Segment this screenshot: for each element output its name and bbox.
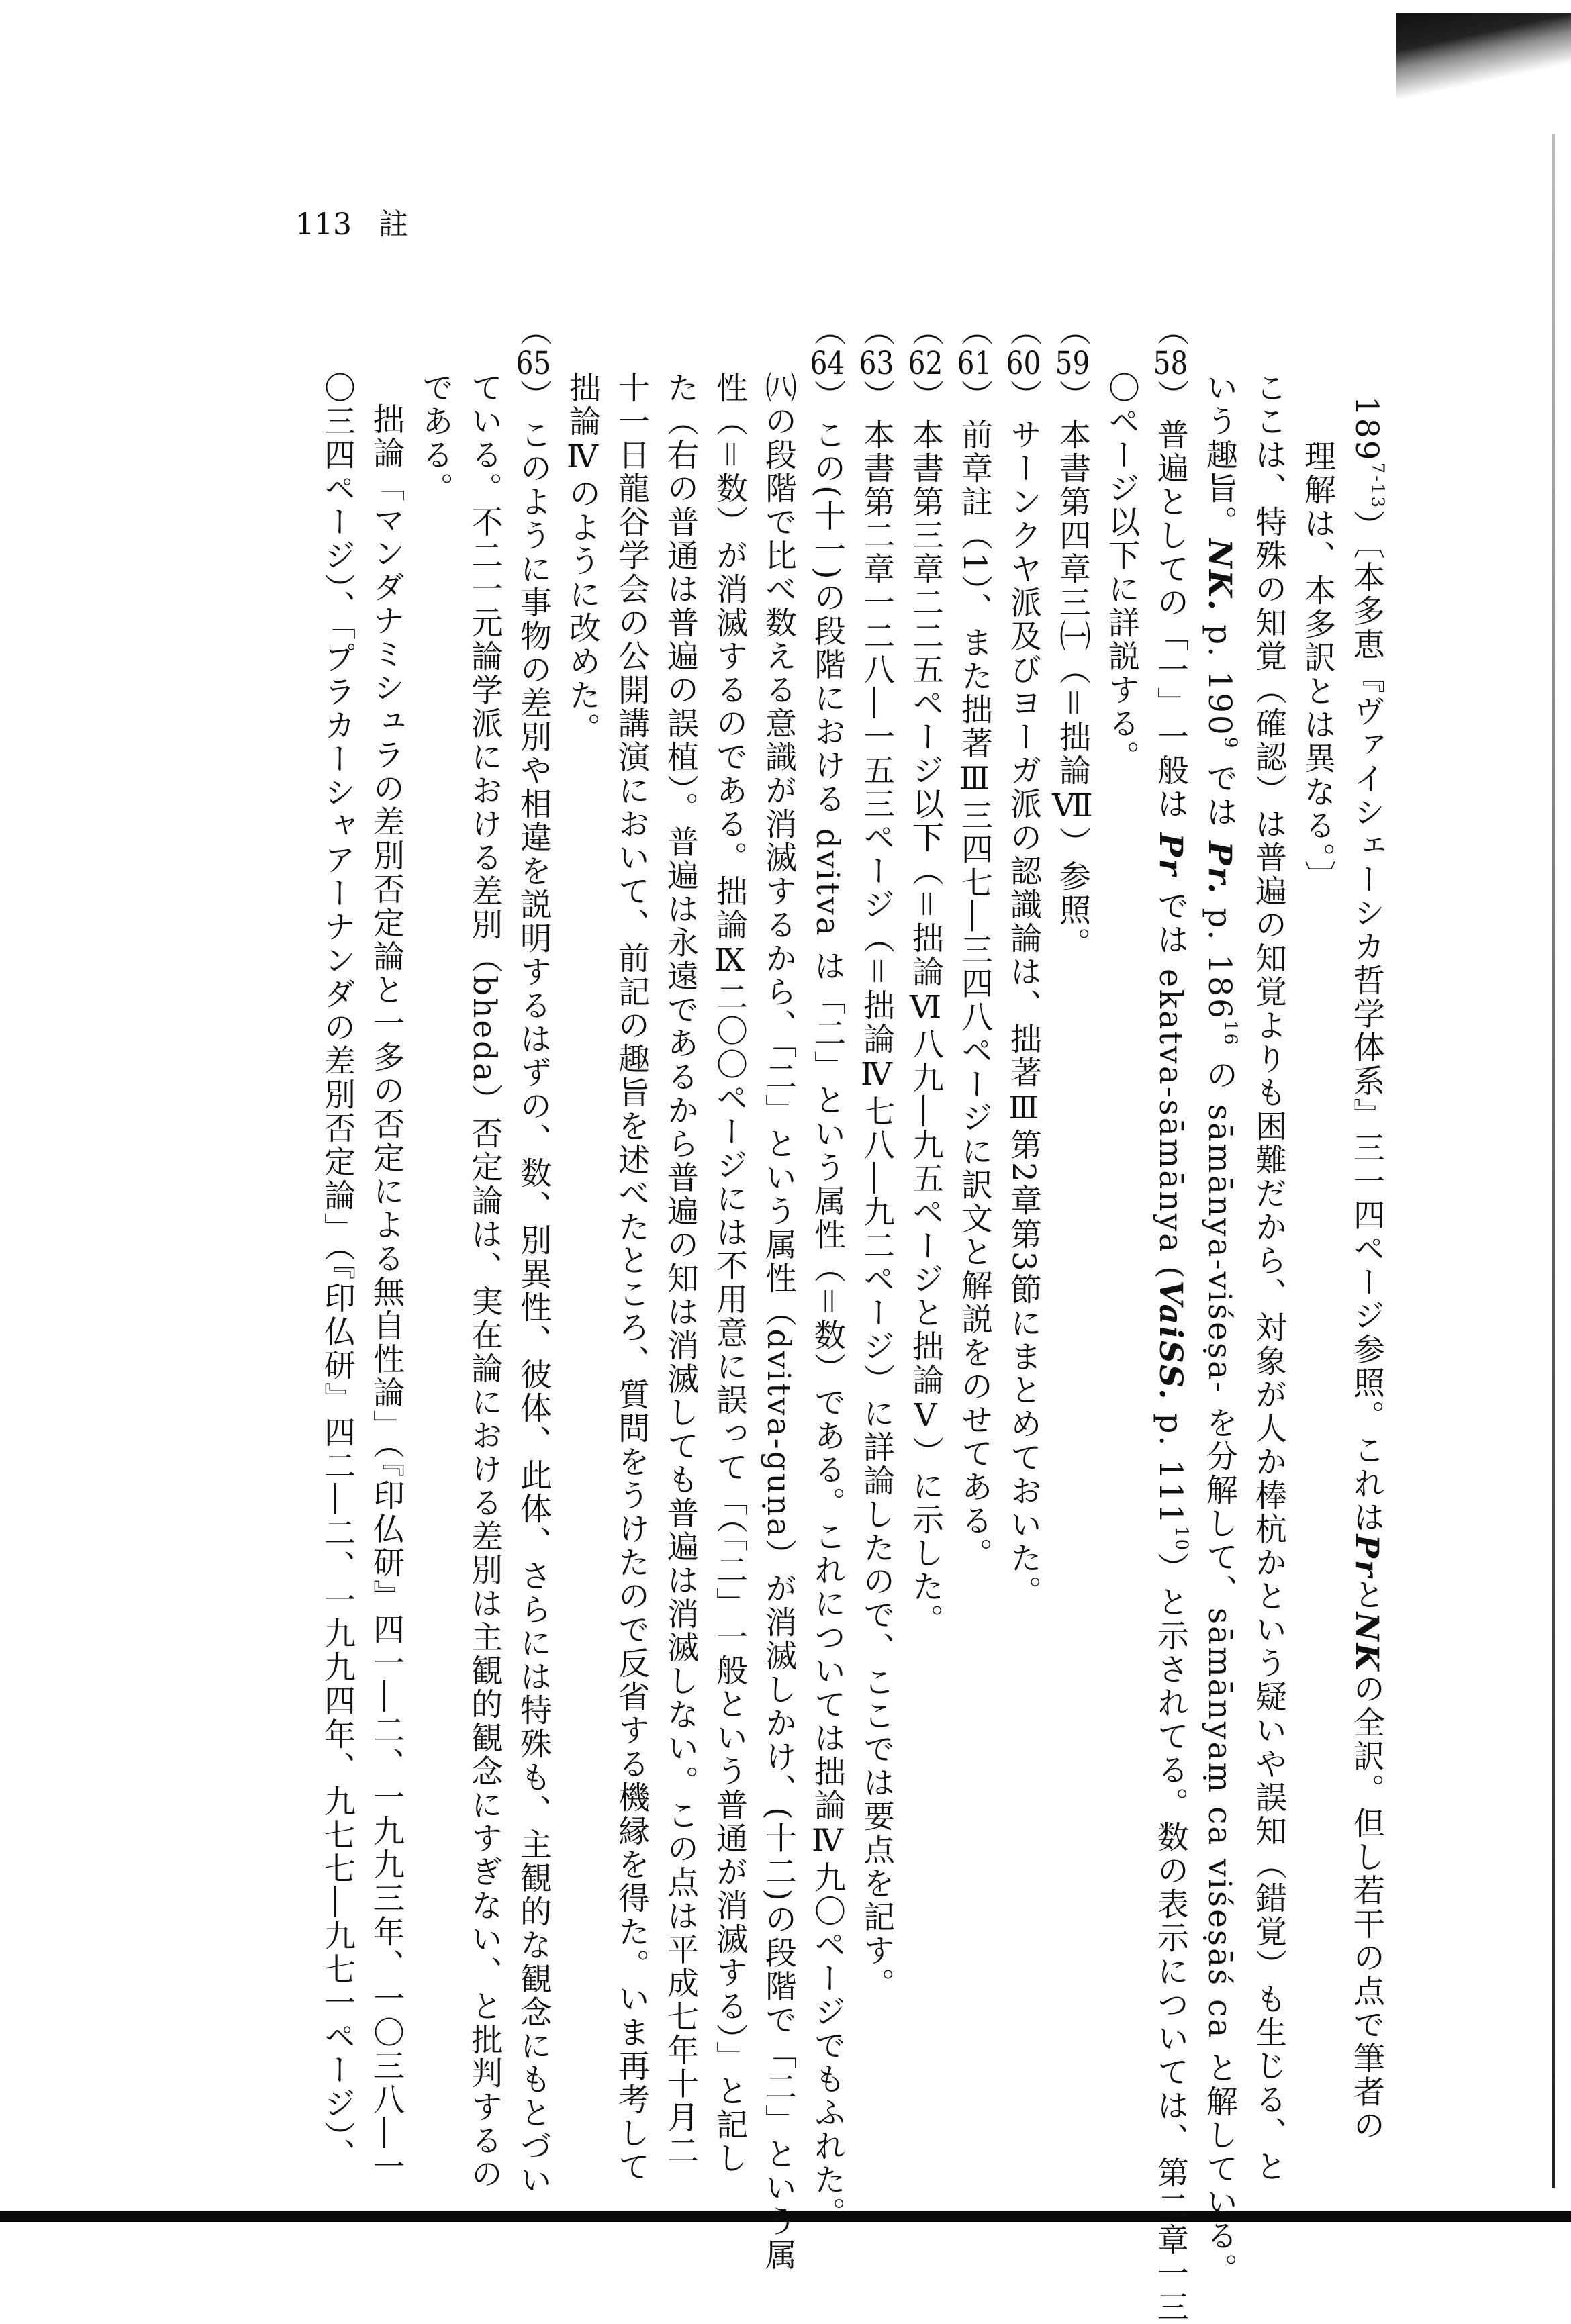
note-number: （58） [1152, 314, 1189, 413]
text-column [1097, 0, 1146, 2014]
text-run: ㈧の段階で比べ数える意識が消滅するから、「二」という属性（dvitva-guṇa）が消滅しかけ、(十二)の段階で「二」という属 [760, 371, 797, 2272]
text-run: p. 111 [1152, 1401, 1189, 1527]
text-column [411, 0, 460, 2014]
italic-abbreviation: Pr. [1201, 841, 1238, 896]
scan-shadow-corner [1396, 13, 1571, 101]
text-run: では [1201, 750, 1238, 842]
note-number: （63） [858, 314, 895, 413]
note-number-digits: 60 [1006, 348, 1041, 379]
text-run: では ekatva-sāmānya ( [1152, 877, 1189, 1281]
note-number: （62） [907, 314, 944, 413]
text-column [1195, 0, 1244, 2287]
note-column [999, 0, 1048, 2014]
text-column [607, 0, 656, 2184]
text-column [1342, 0, 1391, 2143]
note-number-digits: 64 [810, 348, 845, 379]
section-title: 註 [378, 207, 408, 242]
italic-abbreviation: NK. [1201, 539, 1238, 613]
note-number: （64） [809, 314, 846, 413]
text-run: と [1348, 1578, 1385, 1612]
note-number-digits: 59 [1055, 348, 1090, 379]
superscript: 9 [1220, 736, 1241, 751]
note-number: （61） [956, 314, 993, 413]
scan-page-edge [1552, 134, 1555, 2188]
text-run: 〇三四ページ）、「プラカーシャアーナンダの差別否定論」（『印仏研』四二―二、一九九四年、九七七―九七一ページ）、 [319, 371, 356, 2172]
text-run: 拙論「マンダナミシュラの差別否定論と一多の否定による無自性論」（『印仏研』四一―二、一九九三年、一〇三八―一 [368, 403, 405, 2184]
text-column [656, 0, 705, 2168]
text-run: 十一日龍谷学会の公開講演において、前記の趣旨を述べたところ、質問をうけたので反省する機縁を得た。いま再考して [613, 371, 650, 2184]
text-column [1244, 0, 1293, 2184]
text-run: ここは、特殊の知覚（確認）は普遍の知覚よりも困難だから、対象が人か棒杭かという疑いや誤知（錯覚）も生じる、と [1250, 371, 1287, 2184]
note-number-digits: 65 [516, 348, 551, 379]
text-column [313, 0, 362, 2172]
text-column [558, 0, 607, 2014]
italic-abbreviation: VaiSS. [1152, 1280, 1189, 1402]
superscript: 10 [1171, 1526, 1192, 1553]
note-column [901, 0, 950, 2014]
text-run: この(十一)の段階における dvitva は「二」という属性（＝数）である。これについては拙論Ⅳ九〇ページでもふれた。 [809, 418, 846, 2231]
text-run: サーンクヤ派及びヨーガ派の認識論は、拙著Ⅲ第2章第3節にまとめておいた。 [1005, 418, 1042, 1609]
note-column [509, 0, 558, 2197]
text-run: 本書第四章三㈠（＝拙論Ⅶ）参照。 [1054, 418, 1091, 961]
italic-abbreviation: NK [1348, 1612, 1385, 1673]
note-number: （65） [515, 314, 552, 413]
text-run: 普遍としての「一」一般は [1152, 418, 1189, 833]
text-run: 本書第二章一二八―一五三ページ（＝拙論Ⅳ七八―九二ページ）に詳論したので、ここでは要点を記す。 [858, 418, 895, 2001]
note-number: （60） [1005, 314, 1042, 413]
italic-abbreviation: Pr [1152, 832, 1189, 878]
note-number: （59） [1054, 314, 1091, 413]
text-run: p. 186 [1201, 895, 1238, 1021]
text-run: ）と示されてる。数の表示については、第二章一三 [1152, 1552, 1189, 2324]
text-run: 前章註（1）、また拙著Ⅲ三四七―三四八ページに訳文と解説をのせてある。 [956, 418, 993, 1571]
superscript: 16 [1220, 1020, 1241, 1047]
note-column [950, 0, 999, 2014]
text-run: いう趣旨。 [1201, 371, 1238, 539]
note-number-digits: 63 [859, 348, 894, 379]
text-column [362, 0, 411, 2184]
superscript: 7-13 [1367, 462, 1388, 510]
text-run: このように事物の差別や相違を説明するはずの、数、別異性、彼体、此体、さらには特殊も、主観的な観念にもとづい [515, 418, 552, 2197]
page-number: 113 [295, 207, 352, 242]
text-run: 189 [1348, 396, 1385, 463]
text-column [1293, 0, 1342, 2014]
text-run: 本書第三章二二五ページ以下（＝拙論Ⅵ八九―九五ページと拙論Ⅴ）に示した。 [907, 418, 944, 1637]
text-run: 〇ページ以下に詳説する。 [1103, 371, 1140, 774]
text-run: の全訳。但し若干の点で筆者の [1348, 1672, 1385, 2143]
note-number-digits: 61 [957, 348, 992, 379]
text-run: ）〔本多恵『ヴァイシェーシカ哲学体系』三一四ページ参照。これは [1348, 510, 1385, 1535]
note-number-digits: 58 [1153, 348, 1188, 379]
text-column [705, 0, 754, 2176]
text-run: 性（＝数）が消滅するのである。拙論Ⅸ二〇〇ページには不用意に誤って「（「二」一般という普通が消滅する）」と記し [711, 371, 748, 2176]
note-column [1048, 0, 1097, 2014]
text-column [460, 0, 509, 2192]
text-run: た（右の普通は普遍の誤植）。普遍は永遠であるから普遍の知は消滅しても普遍は消滅しない。この点は平成七年十月二 [662, 371, 699, 2168]
note-column [852, 0, 901, 2014]
text-run: p. 190 [1201, 612, 1238, 737]
text-run: 拙論Ⅳのように改めた。 [564, 371, 601, 746]
text-run: である。 [417, 371, 454, 505]
vertical-text-body [313, 0, 1391, 2324]
text-run: の sāmānya-viśeṣa- を分解して、sāmānyaṃ ca viśeṣāś ca と解している。 [1201, 1047, 1238, 2287]
text-run: ている。不二一元論学派における差別（bheda）否定論は、実在論における差別は主観的観念にすぎない、と批判するの [466, 371, 503, 2192]
text-run: 理解は、本多訳とは異なる。〕 [1299, 440, 1336, 894]
note-number-digits: 62 [908, 348, 943, 379]
text-column [754, 0, 803, 2272]
note-column [803, 0, 852, 2231]
italic-abbreviation: Pr [1348, 1534, 1385, 1579]
note-column [1146, 0, 1195, 2324]
